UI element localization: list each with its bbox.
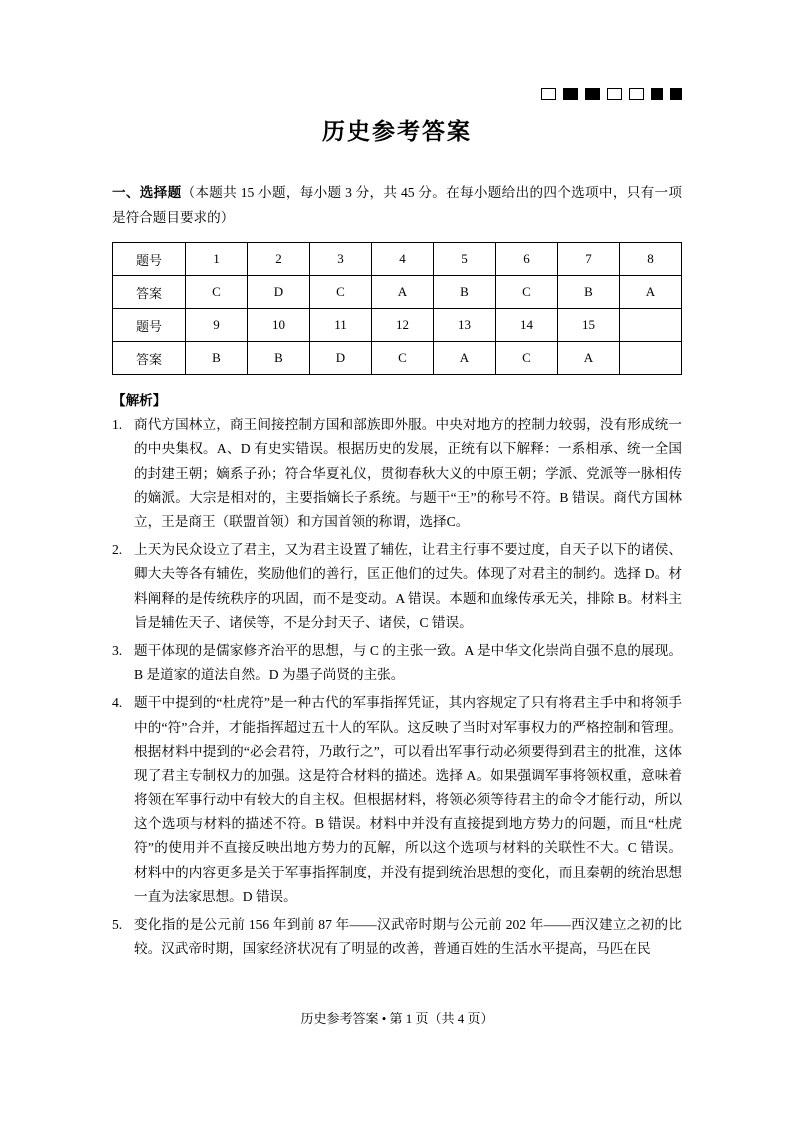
cell-a9: B — [186, 342, 248, 375]
cell-a7: B — [558, 276, 620, 309]
row-label-2: 答案 — [113, 276, 186, 309]
cell-a6: C — [496, 276, 558, 309]
cell-q7: 7 — [558, 243, 620, 276]
cell-a3: C — [310, 276, 372, 309]
list-item — [112, 691, 682, 909]
marker-block-2 — [563, 88, 578, 100]
cell-q8: 8 — [620, 243, 682, 276]
item-number: 5. — [112, 917, 123, 933]
cell-a10: B — [248, 342, 310, 375]
item-text: 题干体现的是儒家修齐治平的思想，与 C 的主张一致。A 是中华文化崇尚自强不息的展现。B 是道家的道法自然。D 为墨子尚贤的主张。 — [134, 642, 682, 683]
cell-q16-empty — [620, 309, 682, 342]
list-item — [112, 538, 682, 635]
cell-a8: A — [620, 276, 682, 309]
table-row — [113, 309, 682, 342]
item-text: 上天为民众设立了君主，又为君主设置了辅佐，让君主行事不要过度，自天子以下的诸侯、卿大夫等各有辅佐，奖励他们的善行，匡正他们的过失。体现了对君主的制约。选择 D。材料阐释的是传统秩序的巩固，而不是变动。A 错误。本题和血缘传承无关，排除 B。材料主旨是辅佐天子、诸侯等，不是分封天子、诸侯，C 错误。 — [134, 542, 682, 630]
marker-block-3 — [585, 88, 600, 100]
marker-block-4 — [607, 88, 622, 100]
item-number: 4. — [112, 695, 123, 711]
cell-a16-empty — [620, 342, 682, 375]
section-label: 一、选择题 — [112, 185, 182, 200]
cell-a11: D — [310, 342, 372, 375]
marker-block-7 — [670, 88, 682, 100]
cell-q11: 11 — [310, 309, 372, 342]
marker-block-1 — [541, 88, 556, 100]
marker-block-5 — [629, 88, 644, 100]
cell-a12: C — [372, 342, 434, 375]
item-number: 2. — [112, 542, 123, 558]
analysis-list — [112, 413, 682, 961]
page-footer: 历史参考答案 • 第 1 页（共 4 页） — [300, 1011, 494, 1026]
row-label-4: 答案 — [113, 342, 186, 375]
item-text: 题干中提到的“杜虎符”是一种古代的军事指挥凭证，其内容规定了只有将君主手中和将领手中的“符”合并，才能指挥超过五十人的军队。这反映了当时对军事权力的严格控制和管理。根据材料中提到的“必会君符，乃敢行之”，可以看出军事行动必须要得到君主的批准，这体现了君主专制权力的加强。这是符合材料的描述。选择 A。如果强调军事将领权重，意味着将领在军事行动中有较大的自主权。但根据材料，将领必须等待君主的命令才能行动，所以这个选项与材料的描述不符。B 错误。材料中并没有直接提到地方势力的问题，而且“杜虎符”的使用并不直接反映出地方势力的瓦解，所以这个选项与材料的关联性不大。C 错误。材料中的内容更多是关于军事指挥制度，并没有提到统治思想的变化，而且秦朝的统治思想一直为法家思想。D 错误。 — [134, 695, 682, 904]
cell-q13: 13 — [434, 309, 496, 342]
row-label-1: 题号 — [113, 243, 186, 276]
cell-q15: 15 — [558, 309, 620, 342]
item-number: 3. — [112, 642, 123, 658]
cell-a15: A — [558, 342, 620, 375]
cell-q1: 1 — [186, 243, 248, 276]
marker-block-6 — [651, 88, 663, 100]
cell-q14: 14 — [496, 309, 558, 342]
cell-a13: A — [434, 342, 496, 375]
item-number: 1. — [112, 417, 123, 433]
list-item — [112, 639, 682, 687]
answer-table — [112, 242, 682, 375]
cell-a1: C — [186, 276, 248, 309]
cell-q5: 5 — [434, 243, 496, 276]
table-row — [113, 342, 682, 375]
cell-a4: A — [372, 276, 434, 309]
cell-q6: 6 — [496, 243, 558, 276]
cell-q12: 12 — [372, 309, 434, 342]
analysis-heading: 【解析】 — [112, 393, 167, 409]
section-heading — [112, 180, 682, 230]
page-marker-bar — [541, 88, 682, 100]
section-description: （本题共 15 小题，每小题 3 分，共 45 分。在每小题给出的四个选项中，只有一项是符合题目要求的） — [112, 185, 683, 226]
list-item — [112, 913, 682, 961]
cell-q3: 3 — [310, 243, 372, 276]
cell-a5: B — [434, 276, 496, 309]
cell-q9: 9 — [186, 309, 248, 342]
list-item — [112, 413, 682, 534]
item-text: 变化指的是公元前 156 年到前 87 年——汉武帝时期与公元前 202 年——西汉建立之初的比较。汉武帝时期，国家经济状况有了明显的改善，普通百姓的生活水平提高，马匹在民 — [134, 917, 682, 957]
cell-a14: C — [496, 342, 558, 375]
cell-q2: 2 — [248, 243, 310, 276]
table-row — [113, 276, 682, 309]
cell-q4: 4 — [372, 243, 434, 276]
item-text: 商代方国林立，商王间接控制方国和部族即外服。中央对地方的控制力较弱，没有形成统一的中央集权。A、D 有史实错误。根据历史的发展，正统有以下解释：一系相承、统一全国的封建王朝；嫡系子孙；符合华夏礼仪，贯彻春秋大义的中原王朝；学派、党派等一脉相传的嫡派。大宗是相对的，主要指嫡长子系统。与题干“王”的称号不符。B 错误。商代方国林立，王是商王（联盟首领）和方国首领的称谓，选择C。 — [134, 417, 682, 530]
page-title: 历史参考答案 — [322, 119, 472, 144]
table-row — [113, 243, 682, 276]
row-label-3: 题号 — [113, 309, 186, 342]
cell-a2: D — [248, 276, 310, 309]
cell-q10: 10 — [248, 309, 310, 342]
